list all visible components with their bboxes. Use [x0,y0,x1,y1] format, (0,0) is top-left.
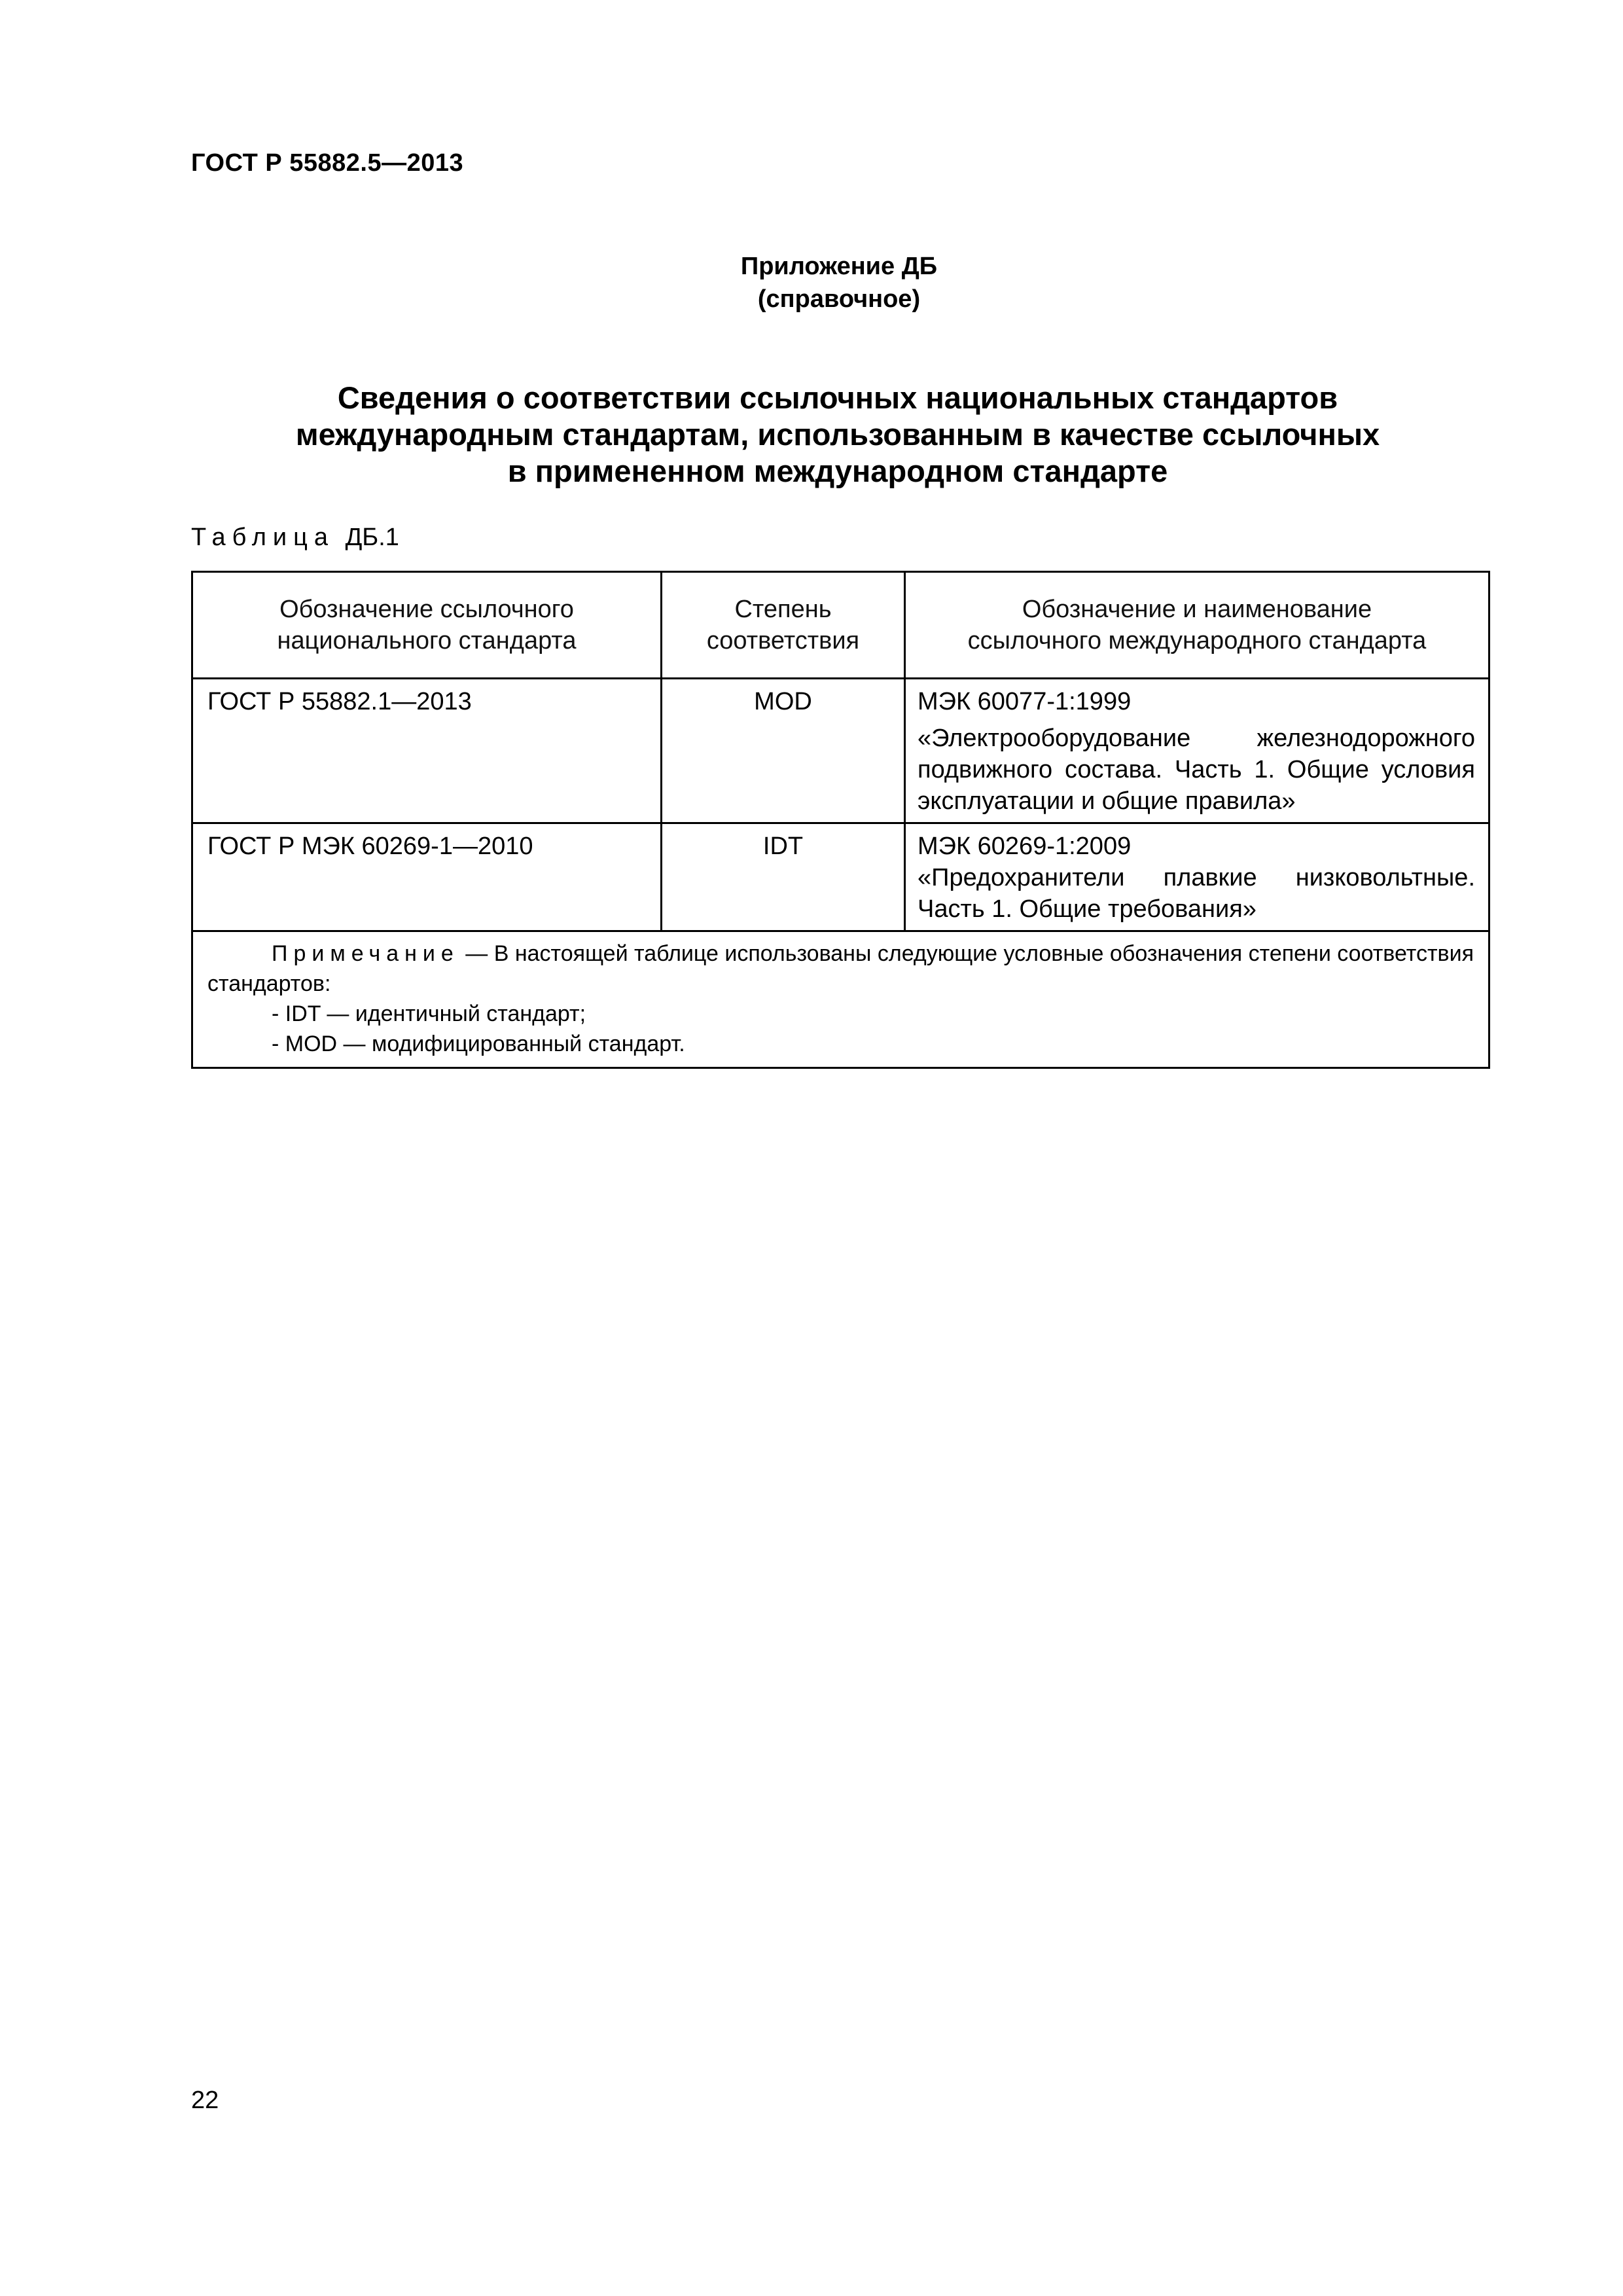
international-name: «Электрооборудование железнодорожного подвижного состава. Часть 1. Общие условия эксплуатации и общие правила» [918,725,1475,815]
page-number: 22 [191,2087,219,2114]
note-item: - MOD — модифицированный стандарт. [272,1031,685,1056]
table-row [192,823,1489,931]
header-degree: Степень соответствия [662,572,905,679]
international-standard-cell [905,679,1489,823]
note-paragraph [207,939,1474,999]
appendix-title-block [0,250,1623,315]
document-code: ГОСТ Р 55882.5—2013 [191,149,464,177]
table-caption [191,524,399,552]
heading-line: в примененном международном стандарте [507,454,1168,488]
international-standard-cell [905,823,1489,931]
international-name: «Предохранители плавкие низковольтные. Часть 1. Общие требования» [918,864,1475,923]
table-note [192,931,1489,1068]
national-standard-cell: ГОСТ Р 55882.1—2013 [192,679,662,823]
appendix-heading [183,380,1492,490]
degree-cell: MOD [662,679,905,823]
reference-standards-table [191,571,1490,1069]
appendix-title: Приложение ДБ [740,253,938,280]
note-text: — В настоящей таблице использованы следующие условные обозначения степени соответствия стандартов: [207,941,1474,996]
table-note-row [192,931,1489,1068]
table-header-row [192,572,1489,679]
appendix-type: (справочное) [757,285,921,313]
international-code: МЭК 60077-1:1999 [918,688,1132,715]
header-international-standard: Обозначение и наименование ссылочного международного стандарта [905,572,1489,679]
table-caption-label: Таблица [191,524,334,551]
degree-cell: IDT [662,823,905,931]
heading-line: международным стандартам, использованным в качестве ссылочных [295,417,1380,452]
table-row [192,679,1489,823]
note-label: Примечание [272,941,459,966]
note-item: - IDT — идентичный стандарт; [272,1001,586,1026]
international-code: МЭК 60269-1:2009 [918,833,1132,860]
table-caption-number: ДБ.1 [345,524,399,551]
header-national-standard: Обозначение ссылочного национального стандарта [192,572,662,679]
heading-line: Сведения о соответствии ссылочных национальных стандартов [337,380,1338,415]
national-standard-cell: ГОСТ Р МЭК 60269-1—2010 [192,823,662,931]
